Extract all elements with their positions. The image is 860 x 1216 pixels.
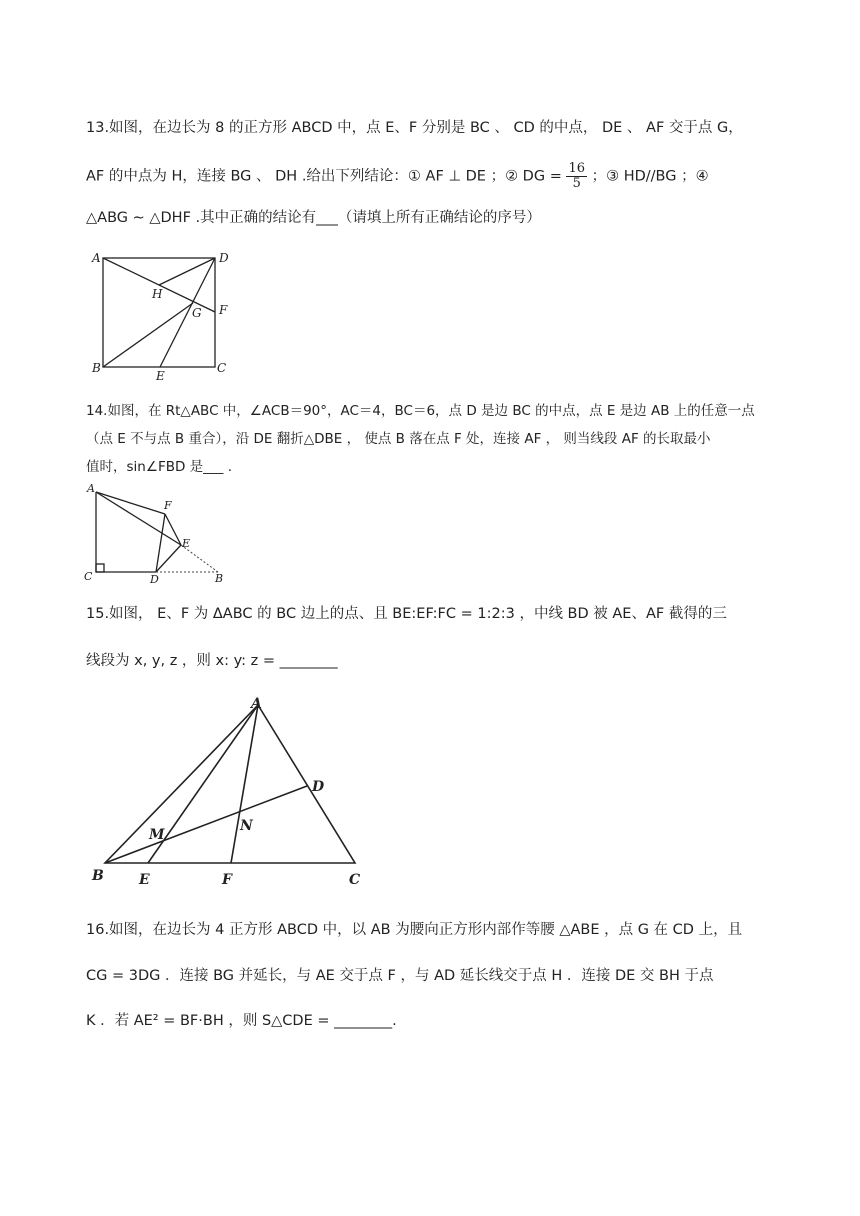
q14-text-line-2: （点 E 不与点 B 重合），沿 DE 翻折△DBE ， 使点 B 落在点 F 处，连接 AF ， 则当线段 AF 的长取最小	[86, 431, 711, 447]
q13-segment-dh	[159, 258, 215, 285]
q13-label-f: F	[219, 303, 228, 317]
q15-label-c: C	[349, 872, 361, 888]
q13-segment-de	[160, 258, 215, 367]
q16-text-line-2: CG = 3DG ．连接 BG 并延长，与 AE 交于点 F ，与 AD 延长线交于点 H ．连接 DE 交 BH 于点	[86, 968, 714, 984]
q14-segment-af	[96, 492, 165, 514]
q13-label-e: E	[156, 369, 165, 383]
q15-label-e: E	[139, 872, 150, 888]
q14-right-angle-mark	[96, 564, 104, 572]
q14-label-a: A	[87, 482, 95, 495]
q13-text-line-1: 13.如图，在边长为 8 的正方形 ABCD 中，点 E、F 分别是 BC 、 CD 的中点， DE 、 AF 交于点 G，	[86, 120, 743, 136]
q15-label-f: F	[222, 872, 232, 888]
q14-label-d: D	[150, 573, 159, 586]
q14-text-line-3: 值时，sin∠FBD 是___ .	[86, 459, 232, 475]
q15-label-d: D	[312, 779, 325, 795]
q14-figure	[84, 480, 234, 590]
q13-label-a: A	[92, 251, 101, 265]
q14-label-f: F	[164, 499, 172, 512]
q15-median-bd	[105, 786, 307, 863]
q13-label-b: B	[92, 361, 101, 375]
q13-label-c: C	[217, 361, 227, 375]
q13-text-line-2a: AF 的中点为 H，连接 BG 、 DH .给出下列结论：① AF ⊥ DE ；② DG =	[86, 168, 562, 185]
q13-fraction-denominator: 5	[572, 176, 581, 191]
q13-text-line-3: △ABG ∼ △DHF .其中正确的结论有___（请填上所有正确结论的序号）	[86, 210, 541, 226]
q13-segment-bg	[103, 303, 193, 367]
q15-label-b: B	[92, 868, 104, 884]
q15-figure	[90, 690, 370, 890]
q15-segment-ae	[148, 705, 258, 863]
q16-text-line-1: 16.如图，在边长为 4 正方形 ABCD 中，以 AB 为腰向正方形内部作等腰 △ABE ，点 G 在 CD 上，且	[86, 922, 743, 938]
q16-text-line-3: K ．若 AE² = BF·BH ，则 S△CDE = ________.	[86, 1013, 397, 1029]
q15-text-line-1: 15.如图， E、F 为 ΔABC 的 BC 边上的点、且 BE:EF:FC = 1:2:3 ，中线 BD 被 AE、AF 截得的三	[86, 606, 727, 622]
q14-text-line-1: 14.如图，在 Rt△ABC 中，∠ACB＝90°，AC＝4，BC＝6，点 D 是边 BC 的中点，点 E 是边 AB 上的任意一点	[86, 403, 755, 419]
q13-label-g: G	[192, 306, 202, 320]
q13-label-h: H	[152, 287, 163, 301]
q13-text-line-2	[86, 162, 786, 191]
q13-fraction-numerator: 16	[568, 161, 585, 176]
q13-text-line-2b: ；③ HD//BG ；④	[591, 168, 709, 185]
q14-label-c: C	[84, 570, 93, 583]
q15-label-n: N	[240, 818, 253, 834]
q13-fraction	[566, 162, 587, 191]
q14-label-e: E	[182, 537, 191, 550]
q15-label-m: M	[149, 827, 165, 843]
q15-text-line-2: 线段为 x, y, z ，则 x: y: z = ________	[86, 653, 338, 669]
q13-label-d: D	[219, 251, 229, 265]
q15-label-a: A	[251, 696, 262, 712]
q13-figure	[88, 250, 238, 383]
q14-label-b: B	[215, 572, 224, 585]
